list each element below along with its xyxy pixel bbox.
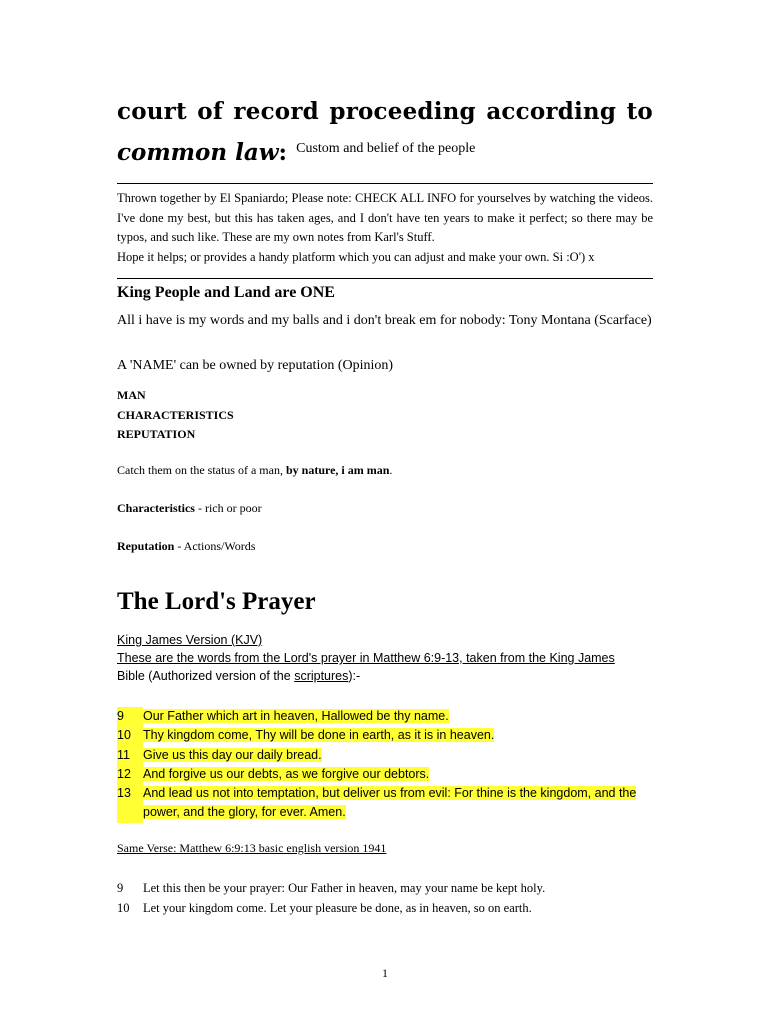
page-number: 1	[382, 966, 388, 980]
title-word: proceeding	[329, 98, 476, 125]
reputation-text: - Actions/Words	[174, 539, 256, 553]
verse-number: 10	[117, 726, 143, 745]
verse-number: 13	[117, 784, 143, 823]
intro-notes	[117, 189, 653, 267]
title-colon: :	[278, 139, 288, 166]
verse-item	[117, 726, 657, 745]
verse-text: And forgive us our debts, as we forgive our debtors.	[143, 766, 430, 781]
kjv-verses	[117, 707, 657, 823]
caps-list	[117, 386, 234, 445]
intro-paragraph-2: Hope it helps; or provides a handy platform which you can adjust and make your own. Si :O') x	[117, 249, 595, 264]
title-word: according	[486, 98, 617, 125]
characteristics-text: - rich or poor	[194, 501, 262, 515]
kjv-line-2	[117, 667, 657, 685]
verse-number: 9	[117, 881, 124, 895]
kjv-intro	[117, 631, 657, 685]
reputation-line	[117, 539, 255, 554]
name-reputation-line: A 'NAME' can be owned by reputation (Opinion)	[117, 358, 394, 373]
verse-item	[117, 707, 657, 726]
characteristics-line	[117, 501, 262, 516]
section-heading: King People and Land are ONE	[117, 284, 335, 301]
title-subtitle: Custom and belief of the people	[296, 141, 476, 156]
verse-item	[117, 784, 657, 823]
characteristics-label: Characteristics	[117, 501, 195, 515]
verse-number: 9	[117, 707, 143, 726]
divider-bottom	[117, 278, 653, 279]
lords-prayer-heading: The Lord's Prayer	[117, 588, 316, 615]
caps-item: MAN	[117, 388, 146, 402]
verse-text: And lead us not into temptation, but deliver us from evil: For thine is the kingdom, and the power, and the glory, for ever. Amen.	[143, 786, 637, 820]
title-word: to	[626, 98, 653, 125]
title-word: court	[117, 98, 187, 125]
catch-suffix: .	[389, 463, 393, 477]
document-title-line1	[117, 98, 653, 125]
verse-text: Thy kingdom come, Thy will be done in earth, as it is in heaven.	[143, 728, 495, 743]
verse-number: 11	[117, 746, 143, 765]
divider-top	[117, 183, 653, 184]
verse-text: Let your kingdom come. Let your pleasure be done, as in heaven, so on earth.	[143, 901, 532, 915]
verse-item	[117, 746, 657, 765]
verse-text: Give us this day our daily bread.	[143, 747, 322, 762]
bev-verse-item	[117, 878, 657, 898]
catch-prefix: Catch them on the status of a man,	[117, 463, 286, 477]
verse-text: Our Father which art in heaven, Hallowed be thy name.	[143, 709, 449, 723]
caps-item: CHARACTERISTICS	[117, 407, 234, 422]
reputation-label: Reputation	[117, 539, 175, 553]
document-title-line2	[117, 139, 475, 166]
title-common-law: common law	[117, 139, 279, 166]
bev-verses	[117, 878, 657, 918]
kjv-line-1: These are the words from the Lord's prayer in Matthew 6:9-13, taken from the King James	[117, 651, 615, 665]
kjv-line-2-suffix: ):-	[348, 669, 361, 683]
title-word: record	[233, 98, 319, 125]
catch-bold: by nature, i am man	[285, 463, 390, 477]
bev-verse-item	[117, 898, 657, 918]
intro-paragraph-1: Thrown together by El Spaniardo; Please note: CHECK ALL INFO for yourselves by watching the videos. I've done my best, but this has taken ages, and I don't have ten years to make it perfect; so there may be typos, and such like. These are my own notes from Karl's Stuff.	[117, 191, 653, 244]
scriptures-link[interactable]: scriptures	[294, 669, 349, 683]
montana-quote: All i have is my words and my balls and i don't break em for nobody: Tony Montana (Scarface)	[117, 313, 652, 328]
verse-number: 10	[117, 901, 130, 915]
verse-item	[117, 765, 657, 784]
kjv-label: King James Version (KJV)	[117, 633, 263, 647]
caps-item: REPUTATION	[117, 427, 196, 441]
title-word: of	[197, 98, 223, 125]
verse-text: Let this then be your prayer: Our Father in heaven, may your name be kept holy.	[143, 881, 546, 895]
same-verse-heading: Same Verse: Matthew 6:9:13 basic english version 1941	[117, 841, 387, 855]
kjv-line-2-prefix: Bible (Authorized version of the	[117, 669, 295, 683]
verse-number: 12	[117, 765, 143, 784]
catch-line	[117, 463, 392, 478]
